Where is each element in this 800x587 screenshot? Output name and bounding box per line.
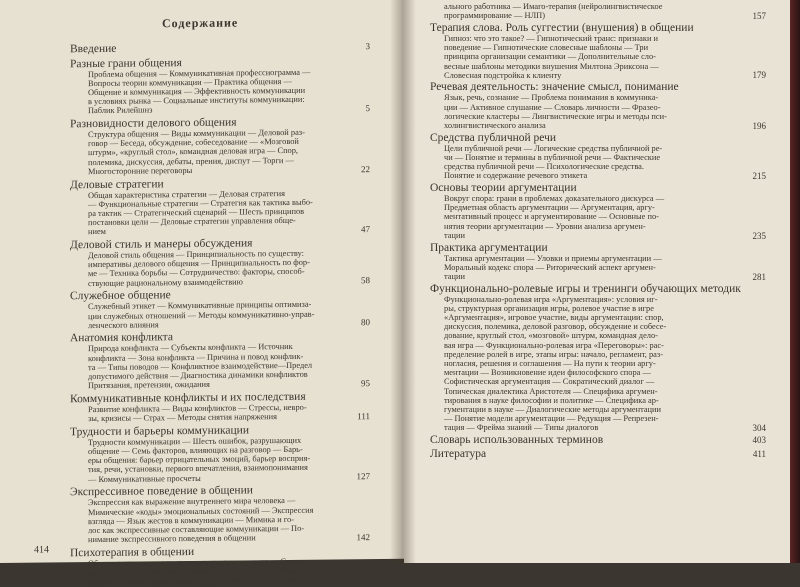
toc-subtopic-line: общение — Семь факторов, влияющих на разговор — Барь- bbox=[88, 444, 303, 457]
toc-subtopic-line: взгляда — Язык жестов в коммуникации — Мимика и го- bbox=[88, 514, 295, 526]
toc-subtopic-line: в условиях рынка — Социальные институты коммуникации: bbox=[88, 94, 305, 107]
toc-subtopic-line: Топическая диалектика Аристотеля — Специфика аргумен- bbox=[444, 386, 658, 396]
toc-subtopic-line: штурм», «круглый стол», командная деловая игра — Спор, bbox=[88, 146, 299, 158]
toc-subtopic-line: ленческого влияния bbox=[88, 320, 159, 330]
toc-subtopic-line: видности психотерапии в клиентурной деятельности соци- bbox=[88, 575, 299, 587]
toc-page-number: 281 bbox=[752, 271, 766, 282]
toc-subtopic-line: Мимические «коды» эмоциональных состояний — Экспрессия bbox=[88, 505, 314, 517]
toc-subtopic-line: Служебный этикет — Коммуникативные принципы оптимиза- bbox=[88, 300, 312, 312]
toc-subtopic-line: Гипноз: что это такое? — Гипнотический транс: признаки и bbox=[444, 33, 659, 43]
toc-subtopic-line: жание теории социально-психологической работы — Разно- bbox=[88, 565, 304, 578]
toc-heading: Литература bbox=[430, 447, 487, 460]
toc-subtopic-line: ры, структурная организация игры, ролевое участие в игре bbox=[444, 303, 654, 313]
toc-subtopic-line: Предметная область аргументации — Аргументация, аргу- bbox=[444, 203, 655, 213]
toc-heading: Практика аргументации bbox=[430, 241, 548, 254]
toc-subtopic-line: Общение как социально-психологическое явление — Содер- bbox=[88, 556, 306, 568]
toc-entry bbox=[70, 55, 370, 116]
toc-subtopic-line: ра тактик — Стратегический сценарий — Шесть принципов bbox=[88, 206, 305, 218]
toc-entry bbox=[70, 330, 370, 391]
toc-subtopic-line: логические кластеры — Лингвистические игры и методы пси- bbox=[444, 111, 667, 121]
toc-heading: Трудности и барьеры коммуникации bbox=[70, 424, 249, 439]
book-cover-edge bbox=[790, 0, 800, 563]
toc-subtopic-line: нимание экспрессивного поведения в общении bbox=[88, 533, 256, 545]
toc-page-number: 179 bbox=[752, 70, 766, 81]
book-gutter bbox=[390, 0, 416, 563]
toc-subtopic-line: ме — Техника борьбы — Сотрудничество: факторы, способ- bbox=[88, 267, 305, 279]
toc-heading: Терапия слова. Роль суггестии (внушения) в общении bbox=[430, 21, 694, 34]
toc-subtopic-line: дование, круглый стол, «мозговой» штурм, командная дело- bbox=[444, 331, 658, 341]
toc-heading: Словарь использованных терминов bbox=[430, 434, 604, 447]
right-page bbox=[404, 0, 790, 563]
page-number-left: 414 bbox=[34, 544, 49, 556]
toc-page-number: 58 bbox=[361, 275, 370, 286]
toc-heading: Психотерапия в общении bbox=[70, 545, 195, 560]
toc-entry bbox=[430, 448, 766, 460]
toc-subtopic-line: Общая характеристика стратегии — Деловая стратегия bbox=[88, 188, 285, 200]
toc-subtopic-line: Функционально-ролевая игра «Аргументация»: условия иг- bbox=[444, 294, 658, 304]
toc-title: Содержание bbox=[162, 15, 239, 31]
toc-subtopic-line: Структура общения — Виды коммуникации — Деловой раз- bbox=[88, 127, 305, 140]
toc-entry bbox=[70, 423, 370, 484]
toc-entry bbox=[430, 182, 766, 240]
toc-heading: Деловые стратегии bbox=[70, 177, 164, 191]
toc-page-number: 196 bbox=[752, 120, 766, 131]
toc-subtopic-line: Проблема общения — Коммуникативная профессиограмма — bbox=[88, 67, 311, 79]
toc-entry bbox=[70, 40, 370, 55]
toc-subtopic-line: допустимого действия — Диагностика динамики конфликтов bbox=[88, 369, 308, 382]
toc-subtopic-line: программирование — НЛП) bbox=[444, 11, 546, 21]
toc-page-number: 3 bbox=[365, 41, 370, 52]
toc-entry bbox=[70, 390, 370, 424]
toc-subtopic-line: лос как экспрессивные составляющие коммуникации — По- bbox=[88, 523, 305, 535]
toc-subtopic-line: ального работника — Имаго-терапия (нейролингвистическое bbox=[444, 2, 663, 11]
toc-subtopic-line: ногласия, решения и соглашения — На пути к теории аргу- bbox=[444, 359, 656, 369]
toc-heading: Коммуникативные конфликты и их последствия bbox=[70, 390, 306, 406]
toc-subtopic-line: Цели публичной речи — Логические средства публичной ре- bbox=[444, 143, 663, 153]
toc-subtopic-line: Многосторонние переговоры bbox=[88, 165, 193, 176]
toc-entry bbox=[430, 434, 766, 446]
toc-page-number: 215 bbox=[752, 170, 766, 181]
toc-subtopic-line: говор — Беседа, обсуждение, собеседование — «Мозговой bbox=[88, 137, 299, 149]
toc-subtopic-line: постановки цели — Деловые стратегии управления обще- bbox=[88, 216, 296, 228]
toc-heading: Экспрессивное поведение в общении bbox=[70, 484, 253, 499]
toc-page-number: 235 bbox=[752, 230, 766, 241]
toc-subtopic-line: гументации в науке — Диалогические методы аргументации bbox=[444, 405, 662, 415]
toc-subtopic-line: Притязания, претензии, ожидания bbox=[88, 380, 210, 391]
toc-subtopic-line: Паблик Рилейшнз bbox=[88, 105, 153, 116]
toc-page-number: 95 bbox=[361, 378, 370, 389]
toc-heading: Деловой стиль и манеры обсуждения bbox=[70, 237, 253, 252]
toc-heading: Анатомия конфликта bbox=[70, 331, 173, 345]
toc-subtopic-line: ментации — Возникновение идеи философского спора — bbox=[444, 368, 651, 378]
toc-subtopic-line: тация — Фрейма знаний — Типы диалогов bbox=[444, 423, 599, 433]
toc-subtopic-line: нятия теории аргументации — Уровни анализа аргумен- bbox=[444, 221, 646, 231]
toc-subtopic-line: Вокруг спора: грани в проблемах доказательного дискурса — bbox=[444, 194, 665, 203]
toc-subtopic-line: та — Типы поводов — Конфликтное взаимодействие—Предел bbox=[88, 360, 313, 372]
toc-subtopic-line: Софистическая аргументация — Сократический диалог — bbox=[444, 377, 655, 387]
toc-subtopic-line: Общение и коммуникация — Эффективность коммуникации bbox=[88, 85, 306, 97]
toc-page-number: 5 bbox=[365, 103, 370, 114]
toc-entry bbox=[430, 81, 766, 130]
toc-subtopic-line: тирования в науке философии и политике — Специфика ар- bbox=[444, 395, 659, 405]
toc-entry bbox=[430, 283, 766, 433]
toc-page-number: 411 bbox=[752, 448, 766, 459]
toc-subtopic-line: чи — Понятие и термины в публичной речи — Фактические bbox=[444, 152, 661, 162]
toc-subtopic-line: — Коммуникативные просчеты bbox=[88, 473, 201, 484]
toc-subtopic-line: Экспрессия как выражение внутреннего мира человека — bbox=[88, 496, 296, 508]
toc-heading: Речевая деятельность: значение смысл, понимание bbox=[430, 81, 679, 94]
toc-entry bbox=[70, 544, 370, 587]
toc-subtopic-line: ции — Активное слушание — Словарь личности — Фразео- bbox=[444, 102, 661, 112]
toc-entry bbox=[70, 176, 370, 237]
toc-subtopic-line: Природа конфликта — Субъекты конфликта — Источник bbox=[88, 342, 293, 354]
toc-page-number: 47 bbox=[361, 224, 370, 235]
toc-heading: Разновидности делового общения bbox=[70, 116, 237, 131]
toc-entry bbox=[430, 22, 766, 80]
toc-subtopic-line: Вопросы теории коммуникации — Практика общения — bbox=[88, 76, 292, 88]
toc-subtopic-line: полемика, дискуссия, дебаты, прения, диспут — Торги — bbox=[88, 155, 294, 167]
toc-subtopic-line: весные шаблоны методики внушения Милтона Эриксона — bbox=[444, 61, 659, 71]
toc-subtopic-line: императивы делового общения — Принципиальность по фор- bbox=[88, 257, 310, 270]
toc-subtopic-line: Трудности коммуникации — Шесть ошибок, разрушающих bbox=[88, 435, 302, 447]
toc-entry bbox=[70, 287, 370, 330]
toc-heading: Разные грани общения bbox=[70, 56, 182, 70]
toc-subtopic-line: вая игра — Функционально-ролевая игра «Переговоры»: рас- bbox=[444, 340, 664, 350]
toc-subtopic-line: «Аргументация», игровое участие, виды аргументации: спор, bbox=[444, 313, 664, 322]
toc-subtopic-line: ментативный процесс и аргументирование — Основные по- bbox=[444, 212, 659, 222]
toc-subtopic-line: конфликта — Зона конфликта — Причина и повод конфлик- bbox=[88, 351, 304, 363]
toc-subtopic-line: Развитие конфликта — Виды конфликтов — Стрессы, невро- bbox=[88, 402, 307, 414]
toc-subtopic-line: Моральный кодекс спора — Риторический аспект аргумен- bbox=[444, 262, 656, 272]
toc-subtopic-line: нием bbox=[88, 227, 106, 237]
toc-page-number: 304 bbox=[752, 423, 766, 434]
toc-subtopic-line: ствующие рациональному взаимодействию bbox=[88, 277, 243, 288]
toc-subtopic-line: еры общения: барьер отрицательных эмоций, барьер восприя- bbox=[88, 453, 311, 466]
toc-page-number: 157 bbox=[752, 10, 766, 21]
toc-heading: Основы теории аргументации bbox=[430, 182, 577, 194]
toc-subtopic-line: — Понятие модели аргументации — Редукция — Репрезен- bbox=[444, 414, 659, 424]
toc-entry bbox=[70, 115, 370, 176]
toc-page-number: 403 bbox=[752, 435, 766, 446]
toc-entry bbox=[430, 2, 766, 20]
toc-subtopic-line: холингвистического анализа bbox=[444, 121, 546, 130]
toc-subtopic-line: Язык, речь, сознание — Проблема понимания в коммуника- bbox=[444, 93, 659, 103]
toc-subtopic-line: Тактика аргументации — Уловки и приемы аргументации — bbox=[444, 253, 662, 263]
toc-subtopic-line: ции служебных отношений — Методы коммуникативно-управ- bbox=[88, 309, 315, 321]
toc-subtopic-line: пределение ролей в игре, этапы игры: начало, регламент, раз- bbox=[444, 349, 663, 359]
toc-subtopic-line: дискуссия, полемика, деловой разговор, обсуждение и собесе- bbox=[444, 322, 667, 332]
toc-page-number: 22 bbox=[361, 163, 370, 174]
toc-subtopic-line: Деловой стиль общения — Принципиальность по существу: bbox=[88, 248, 304, 261]
toc-page-number: 80 bbox=[361, 317, 370, 328]
toc-subtopic-line: средства публичной речи — Психологические средства. bbox=[444, 162, 644, 172]
toc-entry bbox=[70, 236, 370, 288]
toc-page-number: 127 bbox=[356, 471, 370, 482]
toc-subtopic-line: тия, речи, установки, первого впечатления, взаимопонимания bbox=[88, 463, 308, 475]
toc-subtopic-line: Понятие и содержание речевого этикета bbox=[444, 171, 588, 181]
toc-subtopic-line: Словесная подстройка к клиенту bbox=[444, 70, 562, 80]
toc-subtopic-line: — Функциональные стратегии — Стратегия как тактика выбо- bbox=[88, 197, 313, 209]
toc-subtopic-line: тации bbox=[444, 230, 465, 240]
toc-heading: Средства публичной речи bbox=[430, 131, 557, 144]
toc-heading: Функционально-ролевые игры и тренинги обучающих методик bbox=[430, 282, 741, 295]
toc-subtopic-line: принципа организации семантики — Дополнительные сло- bbox=[444, 52, 656, 62]
toc-entry bbox=[430, 242, 766, 282]
toc-entry bbox=[430, 132, 766, 181]
toc-heading: Введение bbox=[70, 42, 117, 56]
toc-subtopic-line: поведение — Гипнотические словесные шаблоны — Три bbox=[444, 43, 649, 53]
toc-heading: Служебное общение bbox=[70, 289, 171, 303]
toc-subtopic-line: зы, кризисы — Страх — Методы снятия напряжения bbox=[88, 412, 277, 424]
toc-page-number: 142 bbox=[356, 531, 370, 543]
toc-entry bbox=[70, 483, 370, 544]
toc-subtopic-line: тации bbox=[444, 271, 465, 281]
toc-page-number: 111 bbox=[357, 410, 370, 422]
